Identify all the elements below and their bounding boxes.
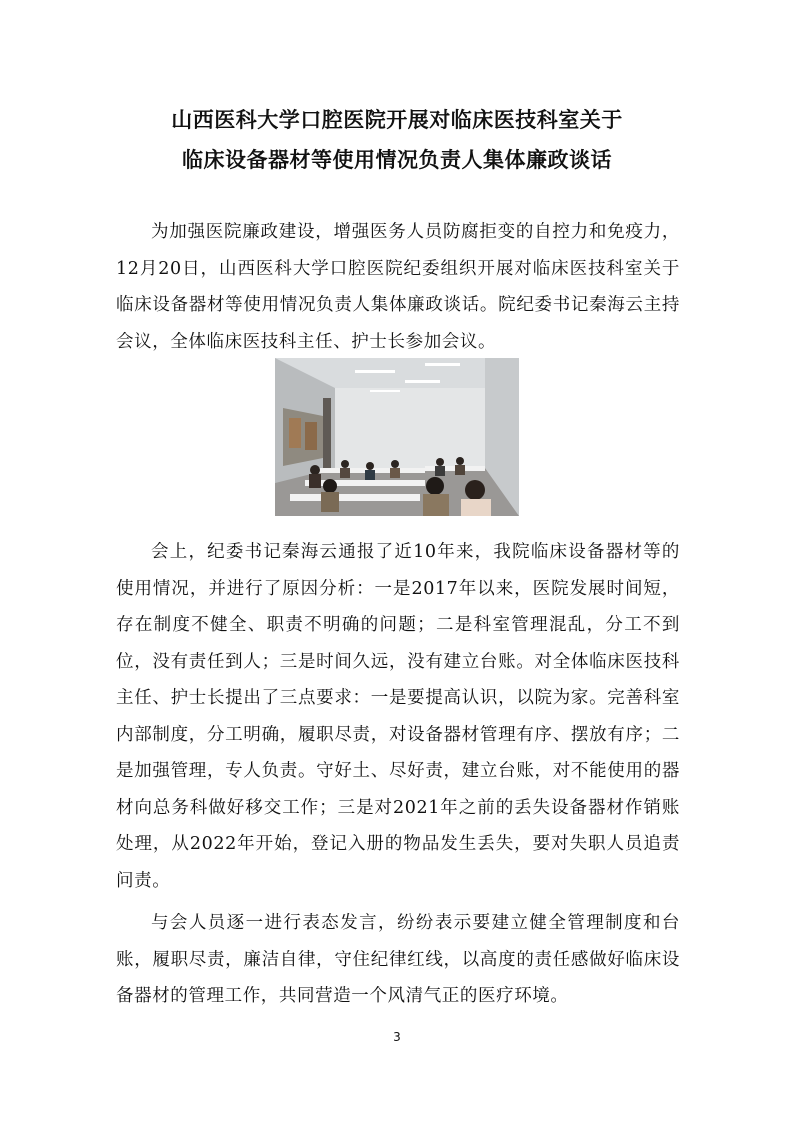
paragraph-intro: 为加强医院廉政建设，增强医务人员防腐拒变的自控力和免疫力，12月20日，山西医科大学口腔医院纪委组织开展对临床医技科室关于临床设备器材等使用情况负责人集体廉政谈话。院纪委书记秦海云主持会议，全体临床医技科主任、护士长参加会议。: [116, 222, 680, 352]
page-number: 3: [393, 1030, 401, 1044]
paragraph-conclusion: 与会人员逐一进行表态发言，纷纷表示要建立健全管理制度和台账，履职尽责，廉洁自律，守住纪律红线，以高度的责任感做好临床设备器材的管理工作，共同营造一个风清气正的医疗环境。: [116, 913, 680, 1006]
meeting-photo: [275, 358, 519, 516]
paragraph-meeting-content: 会上，纪委书记秦海云通报了近10年来，我院临床设备器材等的使用情况，并进行了原因分析：一是2017年以来，医院发展时间短，存在制度不健全、职责不明确的问题；二是科室管理混乱，分工不到位，没有责任到人；三是时间久远，没有建立台账。对全体临床医技科主任、护士长提出了三点要求：一是要提高认识，以院为家。完善科室内部制度，分工明确，履职尽责，对设备器材管理有序、摆放有序；二是加强管理，专人负责。守好土、尽好责，建立台账，对不能使用的器材向总务科做好移交工作；三是对2021年之前的丢失设备器材作销账处理，从2022年开始，登记入册的物品发生丢失，要对失职人员追责问责。: [116, 542, 680, 891]
document-title-line-1: 山西医科大学口腔医院开展对临床医技科室关于: [171, 108, 623, 132]
document-title-line-2: 临床设备器材等使用情况负责人集体廉政谈话: [182, 148, 612, 172]
